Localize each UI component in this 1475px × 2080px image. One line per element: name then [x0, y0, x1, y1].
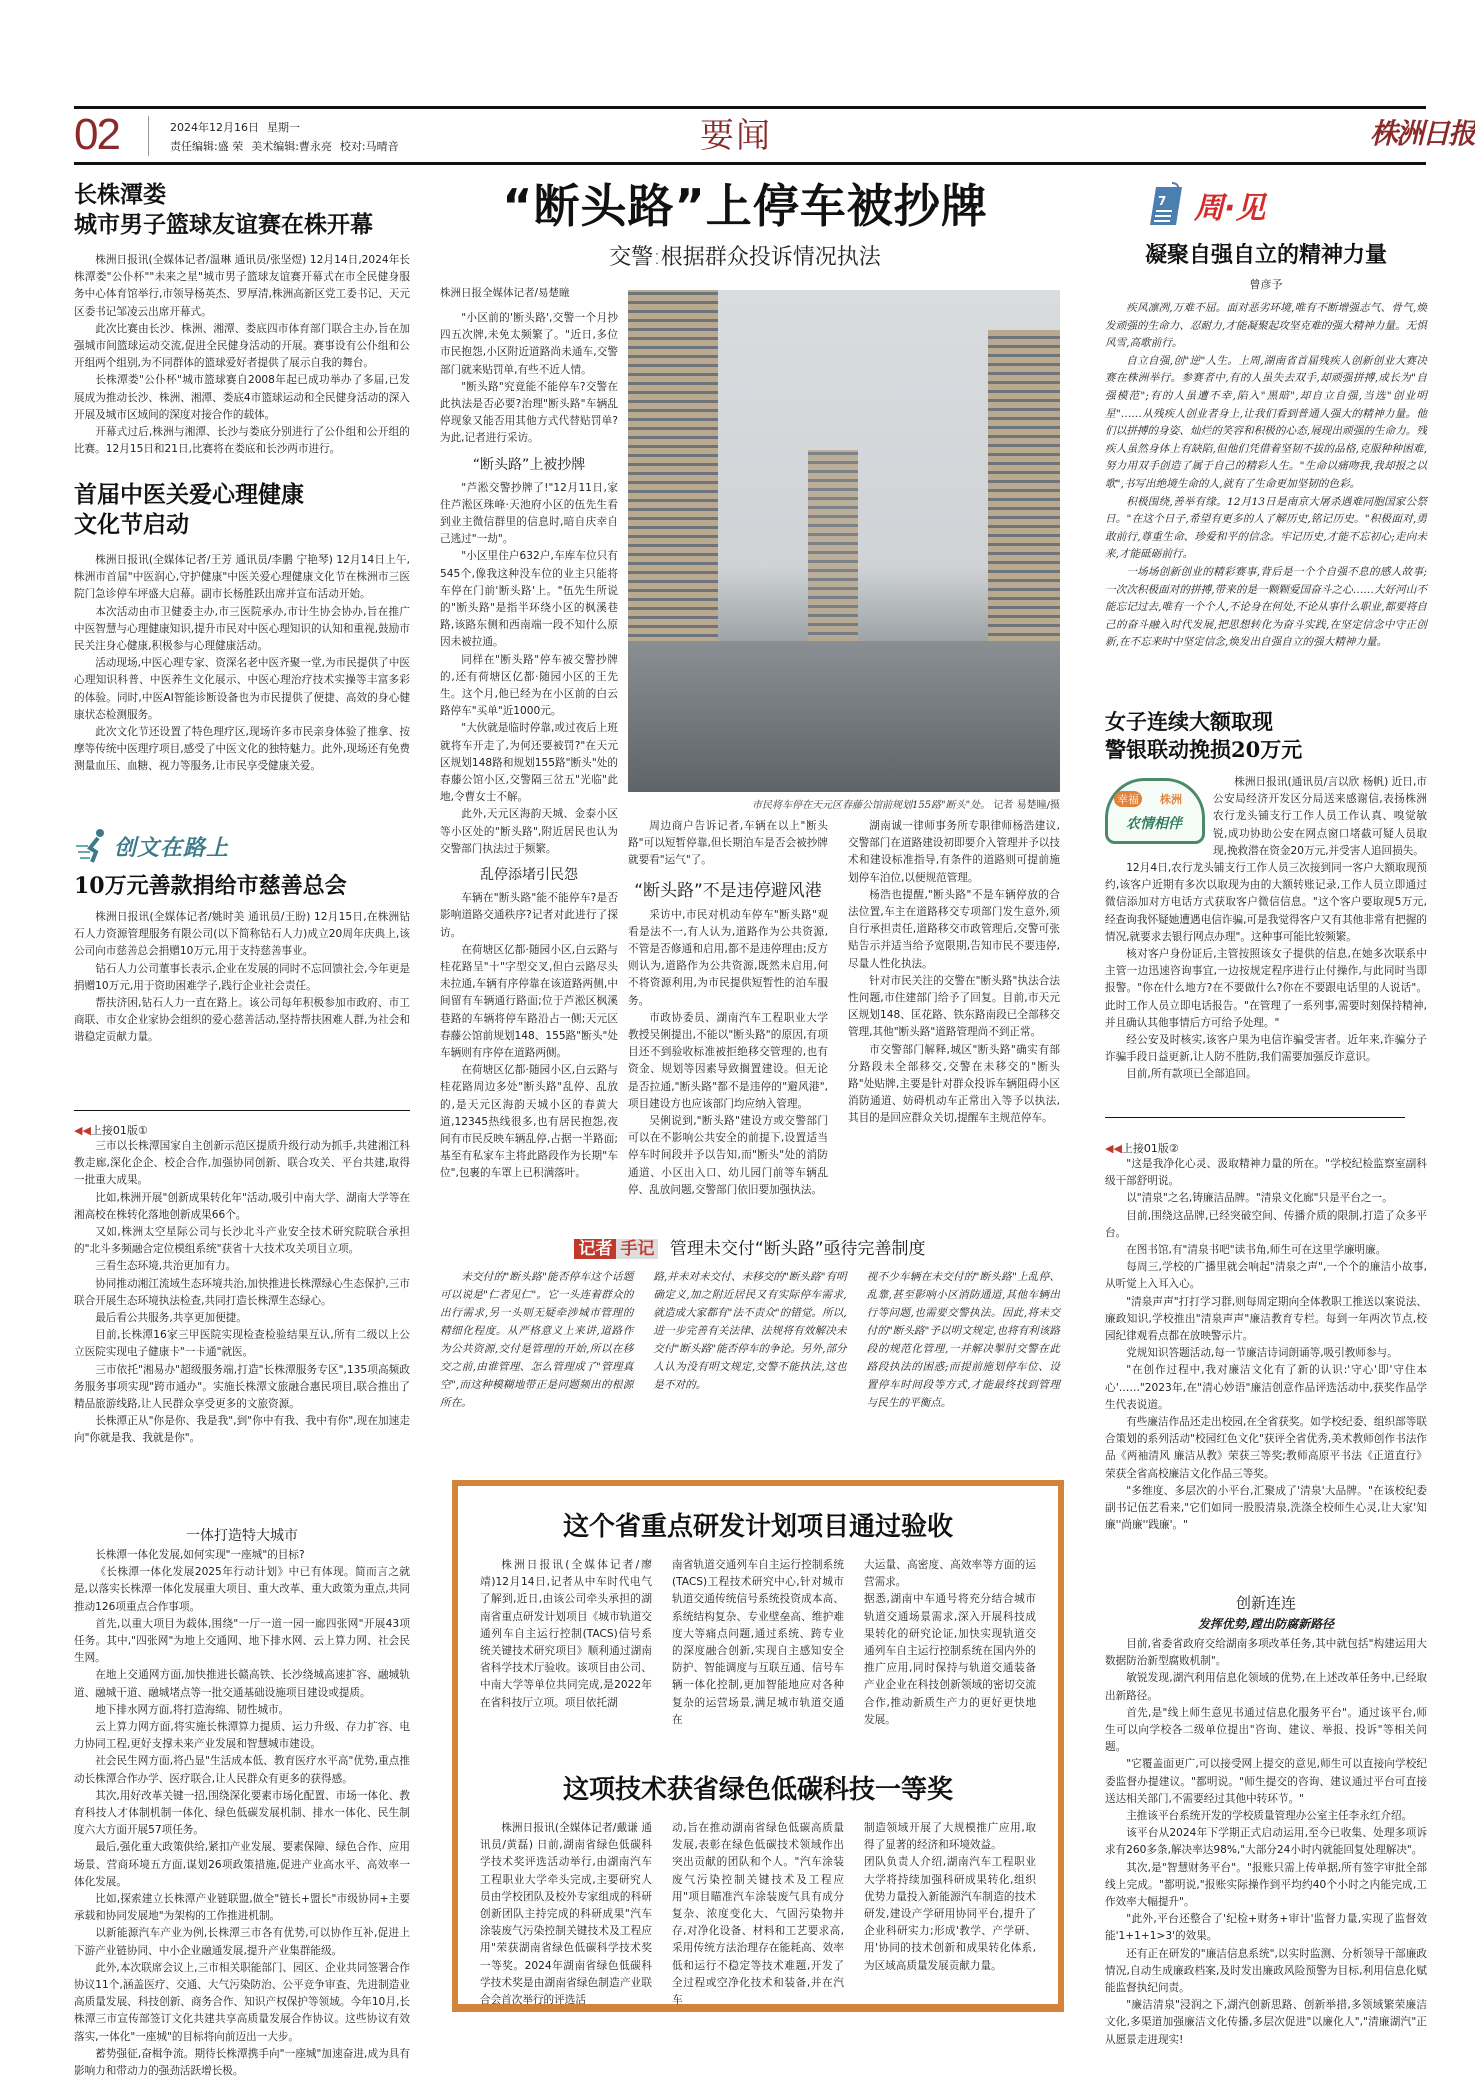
headline: 10万元善款捐给市慈善总会 [74, 873, 347, 899]
jump-line [1105, 1140, 1427, 1156]
article-body [440, 890, 618, 1220]
box-column [864, 1557, 1036, 1737]
paragraph: 同样在"断头路"停车被交警抄牌的,还有荷塘区亿都·随园小区的王先生。这个月,他已经为在小区前的白云路停车"买单"近1000元。 [440, 653, 618, 718]
paragraph: 杨浩也提醒,"断头路"不是车辆停放的合法位置,车主在道路移交专项部门发生意外,须自行承担责任,道路移交市政管理后,交警可张贴告示并适当给予宽限期,告知市民不要违停,尽量人性化执法。 [848, 888, 1060, 970]
article-body [628, 818, 828, 870]
article-basketball [74, 180, 410, 458]
paragraph: 株洲日报讯(全媒体记者/姚时美 通讯员/王盼) 12月15日,在株洲钻石人力资源管理服务有限公司(以下简称钻石人力)成立20周年庆典上,该公司向市慈善总会捐赠10万元,用于支持慈善事业。 [74, 911, 410, 958]
notes-column [653, 1268, 846, 1418]
article-continued-2 [1105, 1140, 1427, 2046]
paragraph: 视不少车辆在未交付的"断头路"上乱停、乱靠,甚至影响小区消防通道,其他车辆出行等问题,也需要交警执法。因此,将未交付的"断头路"予以明文规定,也将有利该路段的规范化管理,一并解决掣肘交警在此路段执法的困惑;而提前施划停车位、设置停车时间段等方式,才能最终找到管理与民生的平衡点。 [866, 1271, 1060, 1409]
paragraph: 云上算力网方面,将实施长株潭算力提质、运力升级、存力扩容、电力协同工程,更好支撑未来产业发展和智慧城市建设。 [74, 1721, 410, 1751]
article-body [1105, 1156, 1427, 1588]
paper-logo: 株洲日报 [1370, 117, 1475, 150]
paragraph: 自立自强,创"逆"人生。上周,湖南省首届残疾人创新创业大赛决赛在株洲举行。参赛者中,有的人虽失去双手,却顽强拼搏,成长为"自强模范";有的人虽遭不幸,陷入"黑暗",却自立自强,当选"创业明星"……从残疾人创业者身上,让我们看到普通人强大的精神力量。他们以拼搏的身姿、灿烂的笑容和积极的心态,展现出顽强的生命力。残疾人虽然身体上有缺陷,但他们凭借着坚韧不拔的品格,克服种种困难,努力用双手创造了属于自己的精彩人生。"生命以痛吻我,我却报之以歌",书写出绝境生命的人,就有了生命更加坚韧的色彩。 [1105, 354, 1427, 490]
paragraph: 目前,长株潭16家三甲医院实现检查检验结果互认,所有二级以上公立医院实现电子健康卡"一卡通"就医。 [74, 1329, 410, 1359]
paragraph: 本次活动由市卫健委主办,市三医院承办,市计生协会协办,旨在推广中医智慧与心理健康知识,提升市民对中医心理知识的认知和重视,鼓励市民关注身心健康,积极参与心理健康活动。 [74, 605, 410, 653]
paragraph: 帮扶济困,钻石人力一直在路上。该公司每年积极参加市政府、市工商联、市女企业家协会组织的爱心慈善活动,坚持帮扶困难人群,为社会和谐稳定贡献力量。 [74, 997, 410, 1044]
paragraph: 蓄势强征,奋楫争流。期待长株潭携手向"一座城"加速奋进,成为具有影响力和带动力的强劲活跃增长极。 [74, 2047, 410, 2078]
building-mid [808, 450, 858, 650]
article-body-2 [1105, 1636, 1427, 2046]
art-editor-credit: 美术编辑:曹永亮 [251, 140, 332, 153]
article-body [848, 818, 1060, 1206]
notes-tag-reporter: 记者 [574, 1239, 616, 1259]
paragraph: 在地上交通网方面,加快推进长赣高铁、长沙绕城高速扩容、融城轨道、融城干道、融城堵点等一批交通基础设施项目建设或提质。 [74, 1669, 410, 1699]
reporter-notes-header [440, 1234, 1060, 1259]
paragraph: 比如,株洲开展"创新成果转化年"活动,吸引中南大学、湖南大学等在湘高校在株转化落地创新成果66个。 [74, 1191, 410, 1221]
article-body-2 [74, 1547, 410, 2078]
paragraph: 此外,天元区海韵天城、金泰小区等小区处的"断头路",附近居民也认为交警部门执法过于频繁。 [440, 808, 618, 855]
paragraph: 在图书馆,有"清泉书吧"读书角,师生可在这里学廉明廉。 [1126, 1244, 1387, 1257]
chuangwen-logo [74, 825, 410, 867]
science-news-box [452, 1480, 1064, 2012]
paragraph: "在创作过程中,我对廉洁文化有了新的认识:'守心'即'守住本心'……"2023年,在"清心妙语"廉洁创意作品评选活动中,获奖作品学生代表说道。 [1105, 1364, 1427, 1411]
left-divider [74, 1110, 410, 1111]
headline-line1: 女子连续大额取现 [1105, 709, 1273, 734]
weekday: 星期一 [267, 121, 300, 134]
paragraph: "大伙就是临时停靠,或过夜后上班就将车开走了,为何还要被罚?"在天元区规划148路和规划155路"断头"处的春藤公馆小区,交警隔三岔五"光临"此地,令曹女士不解。 [440, 722, 618, 804]
paragraph: 株洲日报讯(全媒体记者/廖靖)12月14日,记者从中车时代电气了解到,近日,由该公司牵头承担的湖南省重点研发计划项目《城市轨道交通列车自主运行控制(TACS)信号系统关键技术研究项目》顺利通过湖南省科学技术厅验收。该项目由公司、中南大学等单位共同完成,是2022年在省科技厅立项。项目依托湖 [480, 1559, 652, 1709]
subhead: “断头路”不是违停避风港 [634, 880, 822, 901]
headline-line2: 文化节启动 [74, 512, 189, 538]
jump-label: 上接01版① [90, 1124, 148, 1137]
subhead-2: 发挥优势,蹚出防腐新路径 [1197, 1617, 1335, 1631]
news-photo [628, 290, 1060, 792]
center-col-c [848, 818, 1060, 1206]
article-body [440, 480, 618, 858]
issue-date: 2024年12月16日 [170, 121, 259, 134]
paragraph: 还有正在研发的"廉洁信息系统",以实时监测、分析领导干部廉政情况,自动生成廉政档案,及时发出廉政风险预警为目标,利用信息化赋能监督执纪问责。 [1105, 1947, 1427, 1995]
jump-arrow-icon: ◀◀ [1105, 1142, 1122, 1155]
paragraph: 每周三,学校的广播里就会响起"清泉之声",一个个的廉洁小故事,从听觉上入耳入心。 [1105, 1261, 1427, 1291]
paragraph: 在荷塘区亿都·随园小区,白云路与桂花路呈"十"字型交叉,但白云路尽头未拉通,车辆有序停靠在该道路两侧,中间留有车辆通行路面;位于芦淞区枫溪巷路的车辆将停车路沿占一侧;天元区春藤公馆前规划148、155路"断头"处车辆则有序停在道路两侧。 [440, 943, 618, 1059]
box-headline-2: 这项技术获省绿色低碳科技一等奖 [562, 1775, 953, 1805]
article-tcm-festival [74, 480, 410, 794]
notebook-icon [1150, 183, 1186, 227]
zhoujian-logo-text: 周·见 [1194, 191, 1266, 226]
paragraph: 株洲日报讯(全媒体记者/温琳 通讯员/张坚煜) 12月14日,2024年长株潭娄"公仆杯""未来之星"城市男子篮球友谊赛开幕式在市全民健身服务中心体育馆举行,市领导杨英杰、罗厚清,株洲高新区党工委书记、天元区委书记邹凌云出席开幕式。 [74, 254, 410, 318]
box-article-1 [458, 1557, 1058, 1737]
paragraph: 地下排水网方面,将打造海绵、韧性城市。 [95, 1703, 290, 1716]
jump-label: 上接01版② [1121, 1142, 1179, 1155]
paragraph: 三看生态环境,共治更加有力。 [95, 1260, 237, 1273]
box-article-2 [458, 1820, 1058, 2020]
paragraph: 协同推动湘江流域生态环境共治,加快推进长株潭绿心生态保护,三市联合开展生态环境执法检查,共同打造长株潭生态绿心。 [74, 1277, 410, 1307]
logo-text-farm: 农情相伴 [1126, 816, 1182, 832]
box-column [672, 1820, 844, 2020]
paragraph: "断头路"究竟能不能停车?交警在此执法是否必要?治理"断头路"车辆乱停现象又能否用其他方式代替贴罚单?为此,记者进行采访。 [440, 380, 618, 445]
headline-line2: 城市男子篮球友谊赛在株开幕 [74, 212, 373, 238]
headline-line2: 警银联动挽损20万元 [1105, 737, 1303, 762]
paragraph: "它覆盖面更广,可以接受网上提交的意见,师生可以直接向学校纪委监督办提建议。"都明说。"师生提交的咨询、建议通过平台可直接送达相关部门,不需要经过其他中转环节。" [1105, 1758, 1427, 1805]
article-body [628, 907, 828, 1199]
paragraph: 钻石人力公司董事长表示,企业在发展的同时不忘回馈社会,今年更是捐赠10万元,用于资助困难学子,践行企业社会责任。 [74, 962, 410, 992]
paragraph: 经公安及时核实,该客户果为电信诈骗受害者。近年来,诈骗分子诈骗手段日益更新,让人防不胜防,我们需要加强反诈意识。 [1105, 1034, 1427, 1064]
article-bank [1105, 708, 1427, 1096]
header-divider [148, 116, 149, 156]
paragraph: 在荷塘区亿都·随园小区,白云路与桂花路周边多处"断头路"乱停、乱放的,是天元区海韵天城小区的春黄大道,12345热线很多,也有居民抱怨,夜间有市民反映车辆乱停,占据一半路面;基至有私家车主将此路段作为长期"车位",包裹的车罩上已积满落叶。 [440, 1064, 618, 1180]
paragraph: 株洲日报讯(全媒体记者/戴谦 通讯员/黄磊) 日前,湖南省绿色低碳科学技术奖评选活动举行,由湖南汽车工程职业大学牵头完成,主要研究人员由学校团队及校外专家组成的科研创新团队主持完成的科研成果"汽车涂装废气污染控制关键技术及工程应用"荣获湖南省绿色低碳科学技术奖一等奖。2024年湖南省绿色低碳科学技术奖是由湖南省绿色制造产业联合会首次举行的评选活 [480, 1822, 652, 2007]
paragraph: "多维度、多层次的小平台,汇聚成了'清泉'大品牌。"在该校纪委副书记伍艺看来,"它们如同一股股清泉,洗涤全校师生心灵,让大家'知廉''尚廉''践廉'。" [1105, 1484, 1427, 1532]
paragraph: 目前,所有款项已全部追回。 [1126, 1068, 1257, 1081]
building-left [628, 290, 718, 670]
essay-title: 凝聚自强自立的精神力量 [1144, 242, 1387, 268]
svg-text:7: 7 [1158, 194, 1167, 208]
paragraph: 大运量、高密度、高效率等方面的运营需求。 据悉,湖南中车通号将充分结合城市轨道交通场景需求,深入开展科技成果转化的研究论证,加快实现轨道交通列车自主运行控制系统在国内外的推广应用,同时保持与轨道交通装备产业企业在科技创新领域的密切交流合作,推动新质生产力的更好更快地发展。 [864, 1559, 1036, 1726]
paragraph: 市政协委员、湖南汽车工程职业大学教授吴俐提出,不能以"断头路"的原因,有项目还不到验收标准被拒绝移交管理的,也有资金、规划等因素导致搁置建设。但无论是否拉通,"断头路"都不是违停的"避风港",项目建设方也应该部门均应纳入管理。 [628, 1011, 828, 1110]
paragraph: "此外,平台还整合了'纪检+财务+审计'监督力量,实现了监督效能'1+1+1>3'的效果。 [1105, 1913, 1427, 1943]
paragraph: 吴俐说到,"断头路"建设方或交警部门可以在不影响公共安全的前提下,设置适当停车时间段并予以告知,而"断头"处的消防通道、小区出入口、幼儿园门前等车辆乱停、乱放问题,交警部门依旧要加强执法。 [628, 1115, 828, 1196]
article-body [74, 552, 410, 794]
paragraph: 首先,以重大项目为载体,围绕"一厅一道一园一廊四张网"开展43项任务。其中,"四张网"为地上交通网、地下排水网、云上算力网、社会民生网。 [74, 1617, 410, 1665]
paragraph: 核对客户身份证后,主管按照该女子提供的信息,在她多次联系中主管一边迅速咨询事宜,一边按规定程序进行止付操作,与此同时当即报警。"你在什么地方?在不要做什么?你在不要跟电话里的人说话"。此时工作人员立即电话报告。"在管理了一系列事,需要时刻保持精神,并且确认其他事情后方可给予处理。" [1105, 948, 1427, 1029]
box-column [672, 1557, 844, 1737]
article-continued-1 [74, 1122, 410, 2078]
paragraph: 活动现场,中医心理专家、资深名老中医齐聚一堂,为市民提供了中医心理知识科普、中医养生文化展示、中医心理治疗技术实操等丰富多彩的体验。同时,中医AI智能诊断设备也为市民提供了便捷、高效的身心健康状态检测服务。 [74, 657, 410, 721]
logo-text-happy: 幸福 [1114, 791, 1142, 807]
paragraph: 比如,探索建立长株潭产业链联盟,做全"链长+盟长"市级协同+主要承载和协同发展地"为架构的工作推进机制。 [74, 1893, 410, 1923]
notes-column [440, 1268, 633, 1418]
jump-line [74, 1122, 410, 1138]
caption-text: 市民将车停在天元区春藤公馆前规划155路"断头"处。 [751, 800, 991, 811]
header-meta [170, 118, 407, 156]
paragraph: "廉洁清泉"浸润之下,湖汽创新思路、创新举措,多领域繁荣廉洁文化,多渠道加强廉洁文化传播,多层次促进"以廉化人","清廉湖汽"正从愿景走进现实! [1105, 1999, 1427, 2046]
paragraph: 株洲日报讯(通讯员/言以欣 杨帆) 近日,市公安局经济开发区分局送来感谢信,表扬株洲农行龙头铺支行工作人员工作认真、嗅觉敏锐,成功协助公安在网点窗口堵截可疑人员取现,挽救潜在资金20万元,并受害人追回损失。 [1213, 776, 1427, 857]
paragraph: "清泉声声"打打学习群,则每周定期向全体教职工推送以案说法、廉政知识,学校推出"清泉声声"廉洁教育专栏。每到一年两次节点,校园纪律观看点都在放映警示片。 [1105, 1295, 1427, 1343]
paragraph: 长株潭一体化发展,如何实现"一座城"的目标? [95, 1549, 305, 1561]
subhead: 乱停添堵引民怨 [480, 867, 578, 884]
paragraph: 敏锐发现,湖汽利用信息化领域的优势,在上述改革任务中,已经取出新路径。 [1105, 1672, 1427, 1702]
road [628, 641, 1060, 792]
center-col-b [628, 818, 828, 1199]
paragraph: 三市以长株潭国家自主创新示范区提质升级行动为抓手,共建湘江科教走廊,深化企企、校企合作,加强协同创新、联合攻关、平台共建,取得一批重大成果。 [74, 1140, 410, 1187]
paragraph: 未交付的"断头路"能否停车这个话题可以说是"仁者见仁"。它一头连着群众的出行需求,另一头则无疑牵涉城市管理的精细化程度。从严格意义上来讲,道路作为公共资源,交付是管理的开始,所以在移交之前,由谁管理、怎么管理成了"管理真空",而这种模糊地带正是问题频出的根源所在。 [440, 1271, 634, 1409]
header-bottom-rule [74, 162, 1426, 165]
editor-credit: 责任编辑:盛 荣 [170, 140, 244, 153]
paragraph: 路,并未对未交付、未移交的"断头路"有明确定义,加之附近居民又有实际停车需求,就造成大家都有"法不责众"的错觉。所以,进一步完善有关法律、法规将有效解决未交付"断头路"能否停车的争论。另外,部分人认为没有明文规定,交警不能执法,这也是不对的。 [653, 1271, 847, 1391]
paragraph: 动,旨在推动湖南省绿色低碳高质量发展,表彰在绿色低碳技术领域作出突出贡献的团队和个人。"汽车涂装废气污染控制关键技术及工程应用"项目瞄准汽车涂装废气具有成分复杂、浓度变化大、气固污染物并存,对净化设备、材料和工艺要求高,采用传统方法治理存在能耗高、效率低和运行不稳定等技术难题,开发了全过程或空净化技术和装备,并在汽车 [672, 1822, 844, 2007]
runner-icon [74, 826, 114, 866]
paragraph: 有些廉洁作品还走出校园,在全省获奖。如学校纪委、组织部等联合策划的系列活动"校园红色文化"获评全省优秀,美术教师创作书法作品《两袖清风 廉洁从教》荣获三等奖;教师高原平书法《正道直行》荣获全省高校廉洁文化作品三等奖。 [1105, 1416, 1427, 1480]
chuangwen-logo-text: 创文在路上 [114, 835, 230, 861]
paragraph: 首先,是"线上师生意见书通过信息化服务平台"。通过该平台,师生可以向学校各二级单位提出"咨询、建议、举报、投诉"等相关问题。 [1105, 1706, 1427, 1754]
headline-line1: 长株潭娄 [74, 182, 166, 208]
page-number: 02 [74, 110, 119, 159]
paragraph: "这是我净化心灵、汲取精神力量的所在。"学校纪检监察室副科级干部舒明说。 [1105, 1158, 1427, 1188]
paragraph: "小区里住户632户,车库车位只有545个,像我这种没车位的业主只能将车停在门前'断头路'上。"伍先生所说的"断头路"是指半环绕小区的枫溪巷路,该路东侧和西南端一段不知什么原因未被拉通。 [440, 550, 618, 649]
box-column [480, 1820, 652, 2020]
paragraph: 积极围绕,善举有缘。12月13日是南京大屠杀遇难同胞国家公祭日。"在这个日子,希望有更多的人了解历史,铭记历史。"积极面对,勇敢前行,尊重生命、珍爱和平的信念。牢记历史,才能不忘初心;走向未来,才能砥砺前行。 [1105, 495, 1427, 561]
paragraph: 此次比赛由长沙、株洲、湘潭、娄底四市体育部门联合主办,旨在加强城市间篮球运动交流,促进全民健身活动的开展。赛事设有公仆组和公开组两个组别,为不同群体的篮球爱好者提供了展示自我的舞台。 [74, 322, 410, 370]
article-body [74, 909, 410, 1089]
paragraph: 针对市民关注的交警在"断头路"执法合法性问题,市住建部门给予了回复。目前,市天元区规划148、匡花路、铁东路南段已全部移交管理,其他"断头路"道路管理尚不到正常。 [848, 974, 1060, 1039]
headline-line1: 首届中医关爱心理健康 [74, 482, 304, 508]
jump-arrow-icon: ◀◀ [74, 1124, 91, 1137]
paragraph: 目前,围绕这品牌,已经突破空间、传播介质的限制,打造了众多平台。 [1105, 1209, 1427, 1239]
article-body [74, 1138, 410, 1523]
paragraph: 以"清泉"之名,铸廉洁品牌。"清泉文化廊"只是平台之一。 [1126, 1192, 1393, 1205]
box-column [864, 1820, 1036, 2020]
paragraph: 其次,是"智慧财务平台"。"报账只需上传单据,所有签字审批全部线上完成。"都明说,"报账实际操作到平均约40个小时之内能完成,工作效率大幅提升"。 [1105, 1861, 1427, 1909]
reporter-notes-body [440, 1268, 1060, 1418]
paragraph: 制造领域开展了大规模推广应用,取得了显著的经济和环境效益。 团队负责人介绍,湖南汽车工程职业大学将持续加强科研成果转化,组织优势力量投入新能源汽车制造的技术研发,建设产学研用协同平台,提升了企业科研实力;形成'教学、产学研、用'协同的技术创新和成果转化体系,为区域高质量发展贡献力量。 [864, 1822, 1036, 1972]
photo-caption [628, 796, 1060, 811]
zhoujian-logo [1150, 182, 1265, 228]
happy-zhuzhou-logo [1105, 778, 1205, 844]
paragraph: 又如,株洲太空星际公司与长沙北斗产业安全技术研究院联合承担的"北斗多频融合定位模组系统"获省十大技术攻关项目立项。 [74, 1226, 410, 1256]
notes-tag-notes: 手记 [616, 1239, 658, 1259]
paragraph: 该平台从2024年下学期正式启动运用,至今已收集、处理多项诉求有260多条,解决率达98%,"大部分24小时内就能回复处理解决"。 [1105, 1827, 1427, 1857]
main-subheadline: 交警:根据群众投诉情况执法 [609, 245, 881, 270]
paragraph: 其次,用好改革关键一招,围绕深化要素市场化配置、市场一体化、教育科技人才体制机制一体化、绿色低碳发展机制、排水一体化、民生制度六大方面开展57项任务。 [74, 1789, 410, 1837]
paragraph: 主推该平台系统开发的学校质量管理办公室主任李永红介绍。 [1126, 1810, 1413, 1823]
paragraph: 《长株潭一体化发展2025年行动计划》中已有体现。简而言之就是,以落实长株潭一体化发展重大项目、重大改革、重大政策为重点,共同推动126项重点合作事项。 [74, 1566, 410, 1613]
byline: 株洲日报全媒体记者/易楚瞳 [440, 287, 570, 299]
logo-text-zhuzhou: 株洲 [1160, 793, 1182, 806]
right-divider [1105, 1117, 1405, 1118]
paragraph: 湖南诚一律师事务所专职律师杨浩建议,交警部门在道路建设初即要介入管理并予以技术和建设标准指导,有条件的道路则可提前施划停车泊位,以便规范管理。 [848, 820, 1060, 884]
paragraph: 采访中,市民对机动车停车"断头路"观看是法不一,有人认为,道路作为公共资源,不管是否修通和启用,都不是违停理由;反方则认为,道路作为公共资源,既然未启用,何不将资源利用,为市民提供短暂性的泊车服务。 [628, 908, 828, 1007]
article-body [440, 310, 618, 448]
paragraph: 以新能源汽车产业为例,长株潭三市各有优势,可以协作互补,促进上下游产业链协同、中小企业融通发展,提升产业集群能级。 [74, 1927, 410, 1957]
subhead: 创新连连 [1235, 1594, 1296, 1612]
building-right [988, 330, 1060, 660]
paragraph: 南省轨道交通列车自主运行控制系统(TACS)工程技术研究中心,针对城市轨道交通传统信号系统投资成本高、系统结构复杂、专业壁垒高、维护难度大等痛点问题,通过系统、跨专业的深度融合创新,实现自主感知安全防护、智能调度与互联互通、信号车辆一体化控制,更加智能地应对各种复杂的运营场景,满足城市轨道交通在 [672, 1559, 844, 1726]
paragraph: 最后,强化重大政策供给,紧扣产业发展、要素保障、绿色合作、应用场景、营商环境五方面,谋划26项政策措施,促进产业高水平、高效率一体化发展。 [74, 1841, 410, 1888]
subhead: 一体打造特大城市 [186, 1528, 298, 1544]
paragraph: 疾风凛冽,万难不屈。面对恶劣环境,唯有不断增强志气、骨气,焕发顽强的生命力、忍耐力,才能凝聚起攻坚克难的强大精神力量。无惧风雪,高歌前行。 [1105, 302, 1427, 350]
paragraph: 社会民生网方面,将凸显"生活成本低、教育医疗水平高"优势,重点推动长株潭合作办学、医疗联合,让人民群众有更多的获得感。 [74, 1755, 410, 1785]
paragraph: 长株潭正从"你是你、我是我",到"你中有我、我中有你",现在加速走向"你就是我、我就是你"。 [74, 1415, 410, 1445]
paragraph: 12月4日,农行龙头铺支行工作人员三次接到同一客户大额取现预约,该客户近期有多次以取现为由的大额转账记录,工作人员立即通过微信添加对方电话方式获取客户微信信息。"这个客户要取现5万元,经查询我怀疑她遭遇电信诈骗,可是我觉得客户又有其他非常有把握的情况,就要求去银行网点办理"。这种事可能比较频繁。 [1105, 862, 1427, 943]
paragraph: 此外,本次联席会议上,三市相关职能部门、园区、企业共同签署合作协议11个,涵盖医疗、交通、大气污染防治、公平竞争审查、先进制造业高质量发展、科技创新、商务合作、知识产权保护等领域。今年10月,长株潭三市宣传部签订文化共建共享高质量发展合作协议。这些协议有效落实,一体化"一座城"的目标将向前迈出一大步。 [74, 1961, 410, 2043]
paragraph: 目前,省委省政府交给湖南多项改革任务,其中就包括"构建运用大数据防治新型腐败机制"。 [1105, 1638, 1427, 1668]
paragraph: 开幕式过后,株洲与湘潭、长沙与娄底分别进行了公仆组和公开组的比赛。12月15日和21日,比赛将在娄底和长沙两市进行。 [74, 426, 410, 456]
notes-title: 管理未交付“断头路”亟待完善制度 [669, 1239, 926, 1259]
essay-author: 曾彦予 [1249, 278, 1283, 291]
paragraph: 党规知识答题活动,每一节廉洁诗词朗诵等,吸引教师参与。 [1126, 1347, 1398, 1360]
paragraph: 三市依托"湘易办"超级服务端,打造"长株潭服务专区",135项高频政务服务事项实现"跨市通办"。实施长株潭文旅融合惠民项目,联合推出了精品旅游线路,让人民群众享受更多的文旅资源。 [74, 1363, 410, 1411]
subhead: “断头路”上被抄牌 [472, 456, 586, 473]
paragraph: 株洲日报讯(全媒体记者/王芳 通讯员/李鹏 宁艳琴) 12月14日上午,株洲市首届"中医润心,守护健康"中医关爱心理健康文化节在株洲市三医院门急诊停车坪盛大启幕。副市长杨胜跃出席并宣布活动开始。 [74, 554, 410, 601]
photo-credit: 记者 易楚瞳/摄 [993, 800, 1060, 811]
center-col-a [440, 285, 618, 1220]
paragraph: "芦淞交警抄牌了!"12月11日,家住芦淞区珠峰·天池府小区的伍先生看到业主微信群里的信息时,暗自庆幸自己逃过"一劫"。 [440, 481, 618, 546]
main-headline: “断头路”上停车被抄牌 [502, 179, 988, 233]
paragraph: 车辆在"断头路"能不能停车?是否影响道路交通秩序?记者对此进行了探访。 [440, 892, 618, 939]
essay-body [1105, 300, 1427, 682]
box-column [480, 1557, 652, 1737]
proofreader-credit: 校对:马晴音 [339, 140, 399, 153]
article-charity [74, 825, 410, 1089]
box-headline-1: 这个省重点研发计划项目通过验收 [562, 1512, 953, 1542]
article-body [74, 252, 410, 458]
paragraph: 长株潭娄"公仆杯"城市篮球赛自2008年起已成功举办了多届,已发展成为推动长沙、株洲、湘潭、娄底4市篮球运动和全民健身活动的深入开展及城市区域间的深度对接合作的载体。 [74, 374, 410, 421]
essay [1105, 240, 1427, 682]
paragraph: 此次文化节还设置了特色理疗区,现场许多市民亲身体验了推拿、按摩等传统中医理疗项目,感受了中医文化的独特魅力。此外,现场还有免费测量血压、血糖、视力等服务,让市民享受健康关爱。 [74, 726, 410, 773]
paragraph: 周边商户告诉记者,车辆在以上"断头路"可以短暂停靠,但长期泊车是否会被抄牌就要看"运气"了。 [628, 820, 828, 867]
paragraph: 最后看公共服务,共享更加便捷。 [95, 1312, 247, 1325]
notes-column [867, 1268, 1060, 1418]
paragraph: "小区前的'断头路',交警一个月抄四五次牌,未免太频繁了。"近日,多位市民抱怨,小区附近道路尚未通车,交警部门就来贴罚单,有些不近人情。 [440, 312, 618, 376]
section-title: 要闻 [700, 116, 772, 156]
paragraph: 市交警部门解释,城区"断头路"确实有部分路段未全部移交,交警在未移交的"断头路"处贴牌,主要是针对群众投诉车辆阻碍小区消防通道、妨碍机动车正常出入等予以执法,其目的是回应群众关切,提醒车主规范停车。 [848, 1043, 1060, 1125]
paragraph: 一场场创新创业的精彩赛事,背后是一个个自强不息的感人故事;一次次积极面对的拼搏,带来的是一颗颗爱国奋斗之心……大好河山不能忘记过去,唯有一个个人,不论身在何处,不论从事什么职业,都要将自己的奋斗融入时代发展,把思想转化为奋斗实践,在坚定信念中守正创新,在不忘来时中坚定信念,焕发出自强自立的强大精神力量。 [1105, 565, 1427, 649]
